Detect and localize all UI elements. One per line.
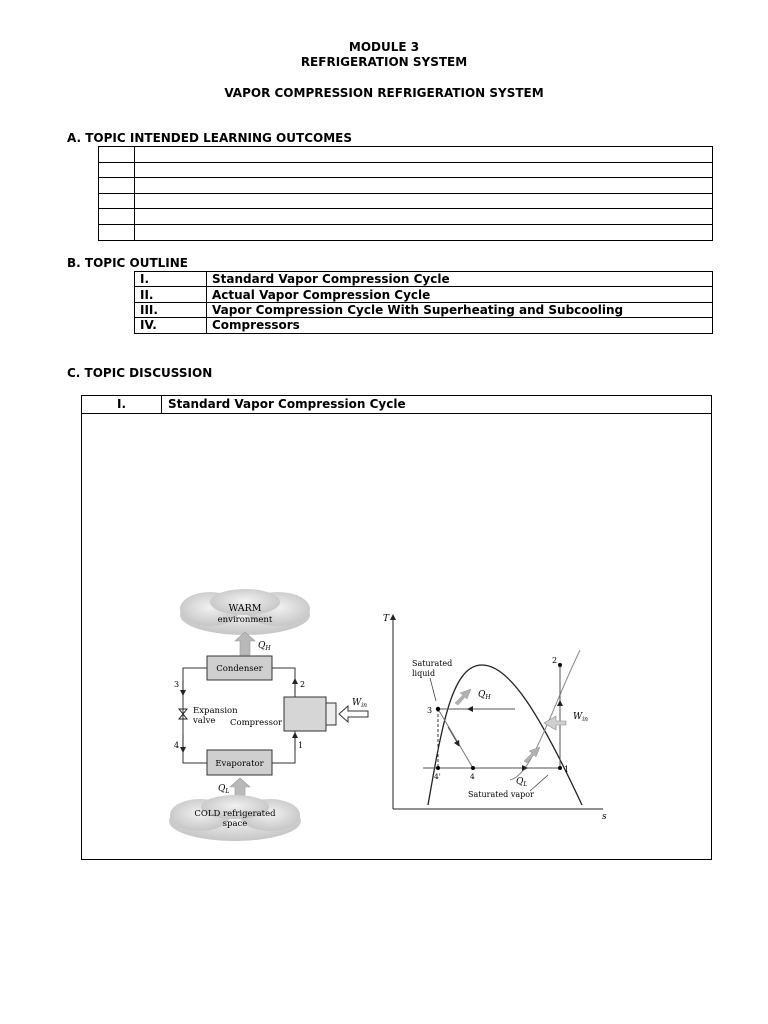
- qh-heat-arrow-icon: [235, 632, 255, 655]
- state-point-1: [558, 766, 562, 770]
- ts-diagram: [370, 605, 615, 820]
- table-row: [99, 209, 713, 225]
- space-label: space: [222, 819, 248, 829]
- top-right-piping: [272, 668, 295, 697]
- refrigeration-schematic: [160, 585, 380, 845]
- state-1-label: 1: [298, 741, 304, 750]
- point-3-label: 3: [427, 706, 433, 715]
- state-point-2: [558, 663, 562, 667]
- point-2-label: 2: [552, 656, 558, 665]
- topic-outline-table: [134, 271, 713, 334]
- win-label: $W_{in}$: [352, 698, 368, 709]
- outline-text: Vapor Compression Cycle With Superheating and Subcooling: [207, 302, 713, 317]
- table-row: [99, 147, 713, 163]
- learning-outcomes-table: [98, 146, 713, 241]
- module-number: MODULE 3: [348, 40, 420, 54]
- qh-label: $Q_H$: [258, 641, 271, 652]
- discussion-item-title: Standard Vapor Compression Cycle: [168, 397, 406, 411]
- cold-space-label: COLD refrigerated: [194, 809, 276, 819]
- state-point-3: [436, 707, 440, 711]
- page-title: VAPOR COMPRESSION REFRIGERATION SYSTEM: [224, 86, 544, 100]
- compressor-shaft-icon: [326, 703, 336, 725]
- point-4-label: 4: [470, 772, 475, 781]
- table-row: [135, 272, 713, 287]
- leader-line: [530, 775, 548, 791]
- environment-label: environment: [217, 615, 273, 625]
- outline-num: IV.: [135, 318, 207, 333]
- outline-num: I.: [135, 272, 207, 287]
- t-axis-label: T: [383, 614, 390, 624]
- discussion-header: [82, 396, 711, 414]
- outline-text: Compressors: [207, 318, 713, 333]
- ts-work-arrow-icon: [544, 716, 566, 730]
- warm-label: WARM: [228, 603, 262, 614]
- bottom-right-piping: [272, 730, 295, 763]
- compressor-box: [284, 697, 326, 731]
- evaporator-label: Evaporator: [215, 759, 264, 769]
- table-row: [99, 162, 713, 178]
- section-a-heading: A. TOPIC INTENDED LEARNING OUTCOMES: [67, 131, 352, 145]
- ql-label: $Q_L$: [218, 784, 230, 795]
- discussion-item-number: I.: [82, 396, 162, 413]
- valve-label: valve: [193, 716, 216, 726]
- qh-heat-arrow-icon: [455, 689, 471, 705]
- outline-text: Actual Vapor Compression Cycle: [207, 287, 713, 302]
- state-2-label: 2: [300, 680, 306, 689]
- table-row: [135, 302, 713, 317]
- outline-num: III.: [135, 302, 207, 317]
- point-4-prime-label: 4': [434, 772, 441, 781]
- table-row: [99, 193, 713, 209]
- ql-heat-arrow-icon: [524, 747, 540, 763]
- liquid-label: liquid: [412, 669, 436, 678]
- module-subject: REFRIGERATION SYSTEM: [300, 55, 468, 69]
- saturated-vapor-label: Saturated vapor: [468, 790, 534, 799]
- state-point-4-prime: [436, 766, 440, 770]
- saturated-liquid-label: Saturated: [412, 659, 453, 668]
- ts-win-label: $W_{in}$: [573, 712, 589, 723]
- state-point-4: [471, 766, 475, 770]
- state-4-label: 4: [174, 741, 180, 750]
- condenser-label: Condenser: [216, 664, 263, 674]
- state-3-label: 3: [174, 680, 180, 689]
- high-pressure-curve: [510, 650, 580, 780]
- flow-arrow-icon: [448, 727, 458, 744]
- ts-ql-label: $Q_L$: [516, 777, 528, 788]
- table-row: [135, 318, 713, 333]
- ql-heat-arrow-icon: [230, 778, 250, 798]
- throttling-line: [438, 709, 473, 768]
- compressor-label: Compressor: [230, 718, 283, 728]
- expansion-label: Expansion: [193, 706, 238, 716]
- section-b-heading: B. TOPIC OUTLINE: [67, 256, 188, 270]
- point-1-label: 1: [564, 765, 570, 774]
- table-row: [99, 224, 713, 240]
- s-axis-label: s: [602, 812, 607, 820]
- saturation-dome: [428, 665, 582, 805]
- section-c-heading: C. TOPIC DISCUSSION: [67, 366, 213, 380]
- ts-qh-label: $Q_H$: [478, 690, 491, 701]
- table-row: [99, 178, 713, 194]
- leader-line: [430, 678, 436, 701]
- outline-text: Standard Vapor Compression Cycle: [207, 272, 713, 287]
- outline-num: II.: [135, 287, 207, 302]
- table-row: [135, 287, 713, 302]
